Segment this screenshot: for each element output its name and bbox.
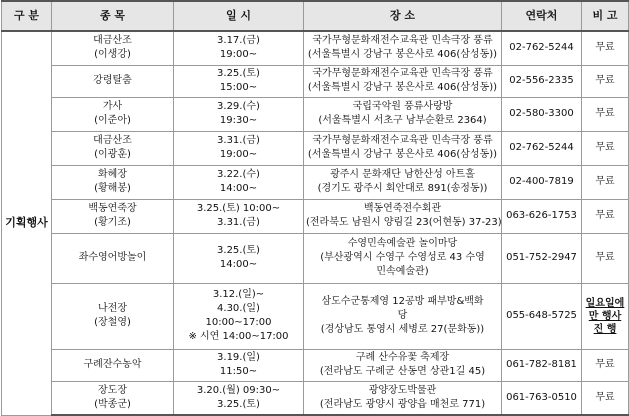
- date-cell-line: 3.12.(일)~: [212, 289, 265, 300]
- event-cell-line: 가사: [102, 101, 123, 112]
- note-cell: 일요일에 만 행사진 행: [582, 283, 629, 349]
- date-cell: [174, 97, 304, 131]
- header-place: 장 소: [304, 1, 502, 31]
- date-cell-line: 3.25.(토): [217, 68, 260, 79]
- date-cell: [174, 65, 304, 97]
- place-cell-line: 국가무형문화재전수교육관 민속극장 풍류: [312, 135, 493, 146]
- place-cell-line: (서울특별시 서초구 남부순환로 2364): [318, 115, 487, 126]
- place-cell-line: (경기도 광주시 회안대로 891(송정동)): [317, 183, 488, 194]
- date-cell-line: 3.25.(토): [217, 245, 260, 256]
- place-cell-line: (전라남도 구례군 산동면 상관1길 45): [319, 366, 486, 377]
- header-category: 구 분: [2, 1, 52, 31]
- event-cell: [52, 349, 174, 381]
- event-cell-line: 좌수영어방놀이: [78, 252, 147, 263]
- event-cell: [52, 381, 174, 415]
- contact-cell: 063-626-1753: [502, 199, 582, 233]
- event-cell-line: (이생강): [94, 49, 131, 61]
- date-cell: [174, 31, 304, 65]
- contact-cell: 061-763-0510: [502, 381, 582, 415]
- table-row: [2, 65, 629, 97]
- place-cell: [304, 165, 502, 199]
- place-cell-line: (서울특별시 강남구 봉은사로 406(삼성동)): [307, 149, 498, 160]
- place-cell-line: 광양장도박물관: [368, 384, 437, 396]
- note-cell: 무료: [582, 97, 629, 131]
- table-row: [2, 31, 629, 65]
- place-cell-line: (서울특별시 강남구 봉은사로 406(삼성동)): [307, 82, 498, 93]
- event-cell-line: (이준아): [94, 115, 131, 126]
- place-cell-line: 국가무형문화재전수교육관 민속극장 풍류: [312, 68, 493, 79]
- place-cell-line: 당: [397, 310, 408, 321]
- place-cell-line: (전라남도 광양시 광양읍 매천로 771): [319, 398, 486, 410]
- event-cell: [52, 65, 174, 97]
- place-cell: [304, 233, 502, 283]
- contact-cell: 061-782-8181: [502, 349, 582, 381]
- table-row: [2, 233, 629, 283]
- table-row: [2, 283, 629, 349]
- event-cell-line: (장철영): [94, 317, 131, 328]
- date-cell: [174, 381, 304, 415]
- event-cell-line: 백동연죽장: [88, 203, 137, 214]
- table-body: [2, 31, 629, 415]
- category-cell: 기획행사: [2, 31, 52, 415]
- event-cell-line: 강령탈춤: [93, 75, 132, 86]
- date-cell: [174, 165, 304, 199]
- table-row: [2, 349, 629, 381]
- header-row: [2, 1, 629, 31]
- place-cell: [304, 65, 502, 97]
- place-cell: [304, 31, 502, 65]
- place-cell-line: (부산광역시 수영구 수영성로 43 수영: [320, 252, 485, 263]
- contact-cell: 02-400-7819: [502, 165, 582, 199]
- date-cell-line: 14:00~: [219, 183, 258, 194]
- date-cell-line: 4.30.(일): [217, 303, 260, 314]
- event-cell: [52, 283, 174, 349]
- date-cell: [174, 349, 304, 381]
- table-row: [2, 381, 629, 415]
- note-cell: 무료: [582, 131, 629, 165]
- date-cell-line: 19:30~: [219, 115, 258, 126]
- place-cell: [304, 97, 502, 131]
- place-cell-line: 구례 산수유꽃 축제장: [355, 352, 450, 363]
- schedule-table: [1, 0, 629, 416]
- event-cell: [52, 31, 174, 65]
- contact-cell: 055-648-5725: [502, 283, 582, 349]
- place-cell-line: 광주시 문화재단 남한산성 아트홀: [330, 169, 475, 180]
- place-cell: [304, 381, 502, 415]
- note-cell: 무료: [582, 31, 629, 65]
- table-row: [2, 199, 629, 233]
- date-cell-line: 3.29.(수): [217, 101, 260, 112]
- note-cell: 무료: [582, 65, 629, 97]
- date-cell-line: 14:00~: [219, 259, 258, 270]
- place-cell: [304, 349, 502, 381]
- event-cell: [52, 165, 174, 199]
- table-row: [2, 131, 629, 165]
- table-row: [2, 165, 629, 199]
- event-cell-line: (황기조): [94, 217, 131, 228]
- place-cell-line: 국가무형문화재전수교육관 민속극장 풍류: [312, 35, 493, 47]
- date-cell-line: 3.31.(금): [217, 217, 260, 228]
- event-cell-line: 화혜장: [98, 169, 127, 180]
- event-cell-line: 장도장: [98, 384, 127, 396]
- place-cell-line: 백동연죽전수회관: [363, 203, 442, 214]
- note-cell: 무료: [582, 199, 629, 233]
- header-contact: 연락처: [502, 1, 582, 31]
- date-cell: [174, 131, 304, 165]
- note-cell: 무료: [582, 165, 629, 199]
- place-cell-line: 민속예술관): [376, 266, 429, 277]
- date-cell: [174, 199, 304, 233]
- date-cell-line: 19:00~: [219, 49, 258, 61]
- event-cell-line: (황해봉): [94, 183, 131, 194]
- date-cell-line: 19:00~: [219, 149, 258, 160]
- date-cell-line: 3.25.(토): [217, 398, 260, 410]
- date-cell-line: 3.20.(월) 09:30~: [196, 384, 281, 396]
- note-cell: 무료: [582, 233, 629, 283]
- note-cell: 무료: [582, 381, 629, 415]
- contact-cell: 051-752-2947: [502, 233, 582, 283]
- date-cell-line: ※ 시연 14:00~17:00: [188, 331, 289, 342]
- event-cell-line: 나전장: [98, 303, 127, 314]
- event-cell-line: 대금산조: [93, 35, 132, 47]
- contact-cell: 02-762-5244: [502, 131, 582, 165]
- date-cell-line: 3.17.(금): [217, 35, 260, 47]
- place-cell: [304, 199, 502, 233]
- date-cell: [174, 283, 304, 349]
- header-note: 비 고: [582, 1, 629, 31]
- place-cell-line: (전라북도 남원시 양림길 23(어현동) 37-23): [306, 217, 502, 228]
- table-row: [2, 97, 629, 131]
- contact-cell: 02-762-5244: [502, 31, 582, 65]
- contact-cell: 02-556-2335: [502, 65, 582, 97]
- date-cell-line: 15:00~: [219, 82, 258, 93]
- place-cell-line: 국립국악원 풍류사랑방: [352, 101, 453, 112]
- header-date: 일 시: [174, 1, 304, 31]
- place-cell-line: (경상남도 통영시 세병로 27(문화동)): [320, 324, 485, 335]
- date-cell-line: 11:50~: [219, 366, 258, 377]
- date-cell-line: 3.19.(일): [217, 352, 260, 363]
- note-cell: 무료: [582, 349, 629, 381]
- date-cell-line: 10:00~17:00: [205, 317, 272, 328]
- event-cell: [52, 131, 174, 165]
- date-cell: [174, 233, 304, 283]
- date-cell-line: 3.31.(금): [217, 135, 260, 146]
- date-cell-line: 3.22.(수): [217, 169, 260, 180]
- event-cell-line: 구례잔수농악: [83, 359, 142, 370]
- event-cell-line: 대금산조: [93, 135, 132, 146]
- date-cell-line: 3.25.(토) 10:00~: [196, 203, 281, 214]
- event-cell: [52, 199, 174, 233]
- place-cell: [304, 131, 502, 165]
- header-event: 종 목: [52, 1, 174, 31]
- place-cell: [304, 283, 502, 349]
- event-cell-line: (이광훈): [94, 149, 131, 160]
- place-cell-line: 삼도수군통제영 12공방 패부방&백화: [321, 296, 484, 307]
- contact-cell: 02-580-3300: [502, 97, 582, 131]
- place-cell-line: 수영민속예술관 놀이마당: [347, 238, 458, 249]
- event-cell: [52, 233, 174, 283]
- event-cell-line: (박종군): [94, 398, 131, 410]
- place-cell-line: (서울특별시 강남구 봉은사로 406(삼성동)): [307, 49, 498, 61]
- event-cell: [52, 97, 174, 131]
